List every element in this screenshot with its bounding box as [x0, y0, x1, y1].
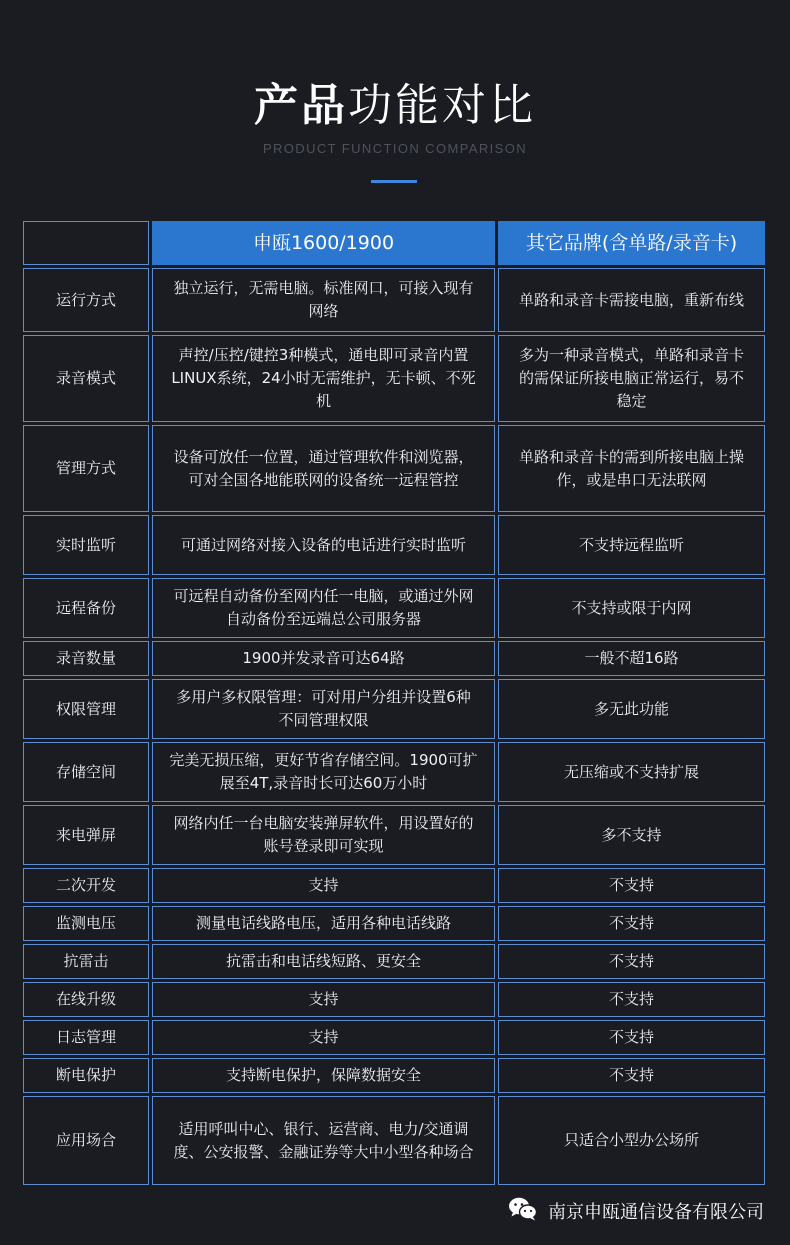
feature-cell: 应用场合 — [23, 1096, 149, 1185]
others-cell: 不支持 — [498, 982, 765, 1017]
ours-cell: 独立运行，无需电脑。标准网口，可接入现有网络 — [152, 268, 495, 332]
others-cell: 单路和录音卡需接电脑，重新布线 — [498, 268, 765, 332]
feature-cell: 录音数量 — [23, 641, 149, 676]
feature-cell: 监测电压 — [23, 906, 149, 941]
company-name: 南京申瓯通信设备有限公司 — [548, 1202, 764, 1223]
ours-cell: 抗雷击和电话线短路、更安全 — [152, 944, 495, 979]
comparison-table — [20, 218, 768, 1188]
table-row — [23, 906, 765, 941]
table-header-row — [23, 221, 765, 265]
others-cell: 一般不超16路 — [498, 641, 765, 676]
ours-cell: 1900并发录音可达64路 — [152, 641, 495, 676]
table-row — [23, 515, 765, 575]
footer-watermark — [508, 1197, 764, 1225]
page-header — [0, 0, 790, 200]
others-cell: 多不支持 — [498, 805, 765, 865]
page-subtitle: PRODUCT FUNCTION COMPARISON — [262, 141, 528, 156]
table-row — [23, 1096, 765, 1185]
ours-cell: 支持 — [152, 868, 495, 903]
ours-cell: 完美无损压缩，更好节省存储空间。1900可扩展至4T,录音时长可达60万小时 — [152, 742, 495, 802]
feature-cell: 实时监听 — [23, 515, 149, 575]
feature-cell: 权限管理 — [23, 679, 149, 739]
others-cell: 不支持 — [498, 944, 765, 979]
feature-cell: 管理方式 — [23, 425, 149, 512]
title-rest-part: 功能对比 — [348, 80, 536, 131]
feature-cell: 抗雷击 — [23, 944, 149, 979]
table-row — [23, 1058, 765, 1093]
ours-cell: 适用呼叫中心、银行、运营商、电力/交通调度、公安报警、金融证券等大中小型各种场合 — [152, 1096, 495, 1185]
feature-cell: 在线升级 — [23, 982, 149, 1017]
ours-cell: 多用户多权限管理：可对用户分组并设置6种不同管理权限 — [152, 679, 495, 739]
header-cell-ours: 申瓯1600/1900 — [152, 221, 495, 265]
table-row — [23, 742, 765, 802]
others-cell: 多无此功能 — [498, 679, 765, 739]
ours-cell: 网络内任一台电脑安装弹屏软件，用设置好的账号登录即可实现 — [152, 805, 495, 865]
others-cell: 不支持或限于内网 — [498, 578, 765, 638]
table-row — [23, 944, 765, 979]
ours-cell: 支持 — [152, 982, 495, 1017]
feature-cell: 二次开发 — [23, 868, 149, 903]
title-bold-part: 产品 — [254, 80, 348, 131]
table-row — [23, 982, 765, 1017]
page-title — [0, 78, 790, 134]
others-cell: 只适合小型办公场所 — [498, 1096, 765, 1185]
others-cell: 不支持 — [498, 868, 765, 903]
header-cell-empty — [23, 221, 149, 265]
ours-cell: 设备可放任一位置，通过管理软件和浏览器，可对全国各地能联网的设备统一远程管控 — [152, 425, 495, 512]
ours-cell: 可远程自动备份至网内任一电脑，或通过外网自动备份至远端总公司服务器 — [152, 578, 495, 638]
table-row — [23, 425, 765, 512]
ours-cell: 可通过网络对接入设备的电话进行实时监听 — [152, 515, 495, 575]
table-row — [23, 268, 765, 332]
others-cell: 不支持 — [498, 906, 765, 941]
header-cell-others: 其它品牌(含单路/录音卡) — [498, 221, 765, 265]
others-cell: 多为一种录音模式，单路和录音卡的需保证所接电脑正常运行，易不稳定 — [498, 335, 765, 422]
table-row — [23, 335, 765, 422]
ours-cell: 声控/压控/键控3种模式，通电即可录音内置LINUX系统，24小时无需维护，无卡顿、不死机 — [152, 335, 495, 422]
others-cell: 不支持 — [498, 1058, 765, 1093]
others-cell: 单路和录音卡的需到所接电脑上操作，或是串口无法联网 — [498, 425, 765, 512]
others-cell: 无压缩或不支持扩展 — [498, 742, 765, 802]
table-row — [23, 679, 765, 739]
feature-cell: 录音模式 — [23, 335, 149, 422]
feature-cell: 来电弹屏 — [23, 805, 149, 865]
table-row — [23, 805, 765, 865]
feature-cell: 断电保护 — [23, 1058, 149, 1093]
ours-cell: 支持断电保护，保障数据安全 — [152, 1058, 495, 1093]
table-row — [23, 868, 765, 903]
wechat-icon — [508, 1196, 538, 1226]
feature-cell: 运行方式 — [23, 268, 149, 332]
feature-cell: 存储空间 — [23, 742, 149, 802]
feature-cell: 日志管理 — [23, 1020, 149, 1055]
table-row — [23, 1020, 765, 1055]
feature-cell: 远程备份 — [23, 578, 149, 638]
table-row — [23, 641, 765, 676]
others-cell: 不支持远程监听 — [498, 515, 765, 575]
table-row — [23, 578, 765, 638]
title-divider — [371, 180, 417, 183]
ours-cell: 支持 — [152, 1020, 495, 1055]
ours-cell: 测量电话线路电压，适用各种电话线路 — [152, 906, 495, 941]
others-cell: 不支持 — [498, 1020, 765, 1055]
